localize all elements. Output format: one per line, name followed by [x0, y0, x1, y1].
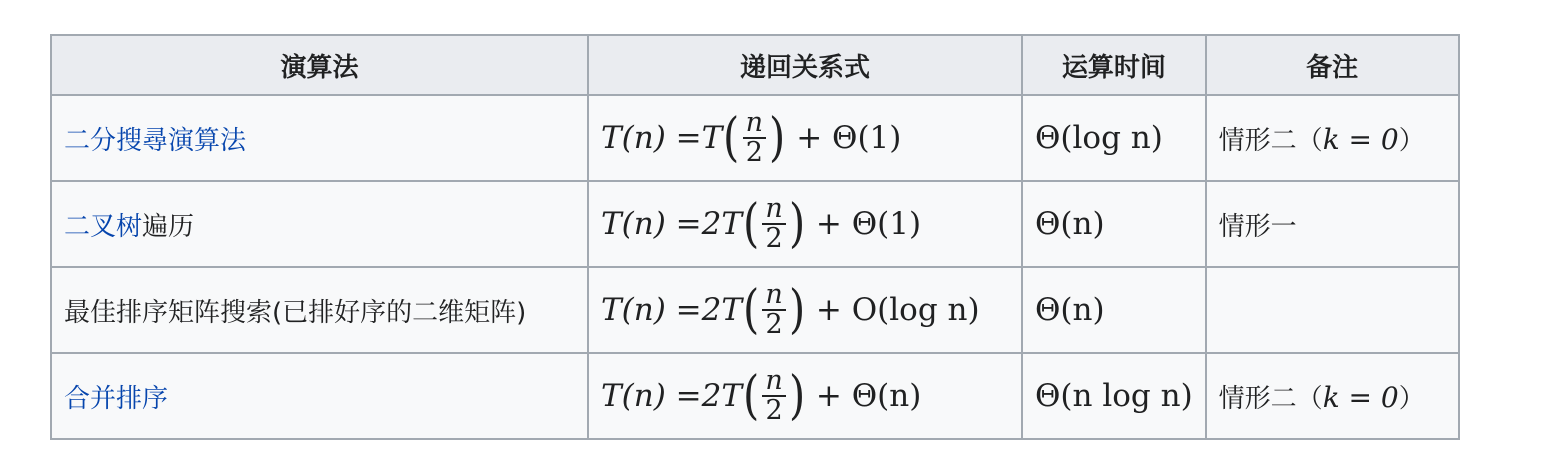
time-cell: [1022, 181, 1206, 267]
header-recurrence: 递回关系式: [588, 35, 1022, 95]
fraction-numerator: n: [765, 192, 783, 224]
time-cell: [1022, 353, 1206, 439]
algorithm-link[interactable]: 合并排序: [64, 383, 169, 414]
algorithm-link[interactable]: 二分搜尋演算法: [64, 125, 247, 156]
recurrence-coef: 2T: [701, 292, 743, 328]
recurrence-lhs: T(n) =: [601, 120, 702, 156]
algorithm-text: 最佳排序矩阵搜索(已排好序的二维矩阵): [64, 297, 527, 328]
recurrence-lhs: T(n) =: [601, 206, 702, 242]
recurrence-cell: [588, 95, 1022, 181]
running-time: Θ(n log n): [1035, 378, 1193, 414]
table-row: [51, 95, 1459, 181]
running-time: Θ(n): [1035, 292, 1105, 328]
algorithm-cell: [51, 353, 588, 439]
recurrence-rhs-suffix: ): [909, 378, 922, 414]
fraction-denominator: 2: [765, 395, 783, 426]
fraction: [762, 278, 785, 340]
algorithm-link[interactable]: 二叉树: [64, 211, 143, 242]
algorithm-cell: [51, 95, 588, 181]
header-note: 备注: [1206, 35, 1459, 95]
recurrence-rhs-suffix: ): [889, 120, 902, 156]
fraction: [743, 106, 766, 168]
header-algorithm: 演算法: [51, 35, 588, 95]
fraction-numerator: n: [745, 106, 764, 138]
note-text: 情形二（: [1218, 383, 1323, 414]
note-cell: [1206, 353, 1459, 439]
recurrence-coef: 2T: [701, 378, 743, 414]
recurrence-rhs-arg: log n: [889, 292, 968, 328]
recurrence-coef: T: [701, 120, 723, 156]
recurrence-rhs-arg: n: [889, 378, 910, 414]
fraction-denominator: 2: [765, 309, 783, 340]
algorithm-cell: [51, 181, 588, 267]
header-running-time: 运算时间: [1022, 35, 1206, 95]
algorithm-cell: [51, 267, 588, 353]
fraction-denominator: 2: [765, 223, 783, 254]
running-time: Θ(log n): [1035, 120, 1163, 156]
running-time: Θ(n): [1035, 206, 1105, 242]
note-math: k = 0: [1322, 380, 1399, 414]
note-cell: [1206, 267, 1459, 353]
recurrence-coef: 2T: [701, 206, 743, 242]
fraction-numerator: n: [765, 364, 783, 396]
recurrence-rhs-prefix: + Θ(: [815, 206, 890, 242]
recurrence-rhs-prefix: + O(: [815, 292, 890, 328]
fraction-numerator: n: [765, 278, 783, 310]
recurrence-rhs-prefix: + Θ(: [815, 378, 890, 414]
recurrence-cell: [588, 267, 1022, 353]
recurrence-formula: T(n) = 2T ( $\frac{n}{2}$ ) + Θ( n ): [601, 364, 922, 426]
note-math: k = 0: [1322, 122, 1399, 156]
header-row: [51, 35, 1459, 95]
note-text: 情形一: [1218, 211, 1297, 242]
algorithm-text: 遍历: [142, 211, 195, 242]
recurrence-table: [50, 34, 1460, 440]
recurrence-lhs: T(n) =: [601, 292, 702, 328]
note-end: ）: [1398, 383, 1425, 414]
note-end: ）: [1398, 125, 1425, 156]
recurrence-rhs-arg: 1: [889, 206, 909, 242]
note-text: 情形二（: [1218, 125, 1323, 156]
recurrence-formula: T(n) = 2T ( $\frac{n}{2}$ ) + Θ( 1 ): [601, 192, 922, 254]
note-cell: [1206, 181, 1459, 267]
note-cell: [1206, 95, 1459, 181]
recurrence-rhs-suffix: ): [967, 292, 980, 328]
recurrence-rhs-prefix: + Θ(: [796, 120, 870, 156]
table-row: [51, 181, 1459, 267]
recurrence-formula: T(n) = 2T ( $\frac{n}{2}$ ) + O( log n ): [601, 278, 980, 340]
recurrence-cell: [588, 181, 1022, 267]
recurrence-cell: [588, 353, 1022, 439]
table-row: [51, 267, 1459, 353]
table-row: [51, 353, 1459, 439]
recurrence-lhs: T(n) =: [601, 378, 702, 414]
recurrence-rhs-arg: 1: [869, 120, 890, 156]
time-cell: [1022, 267, 1206, 353]
fraction: [762, 192, 785, 254]
time-cell: [1022, 95, 1206, 181]
recurrence-rhs-suffix: ): [909, 206, 922, 242]
fraction: [762, 364, 785, 426]
recurrence-formula: T(n) = T ( $\frac{n}{2}$ ) + Θ( 1 ): [601, 106, 902, 168]
fraction-denominator: 2: [745, 137, 763, 168]
